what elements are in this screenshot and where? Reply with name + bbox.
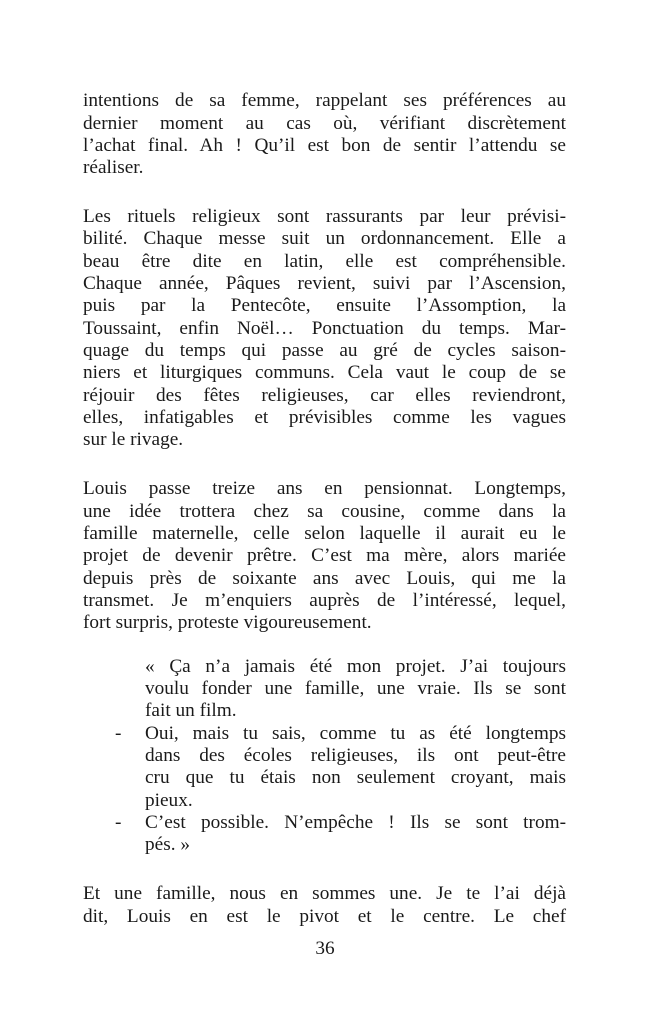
text-line: fort surpris, proteste vigoureusement. (83, 612, 372, 633)
text-line: réaliser. (83, 157, 144, 178)
text-line: Louis passe treize ans en pensionnat. Longtemps, (83, 478, 566, 499)
text-line: transmet. Je m’enquiers auprès de l’intéressé, lequel, (83, 590, 566, 611)
dialogue-dash: - (115, 812, 122, 833)
text-line: depuis près de soixante ans avec Louis, qui me la (83, 568, 566, 589)
text-line: une idée trottera chez sa cousine, comme dans la (83, 501, 566, 522)
text-line: dernier moment au cas où, vérifiant discrètement (83, 113, 566, 134)
text-line: C’est possible. N’empêche ! Ils se sont trom- (145, 812, 566, 833)
text-line: cru que tu étais non seulement croyant, mais (145, 767, 566, 788)
text-line: fait un film. (145, 700, 237, 721)
text-line: famille maternelle, celle selon laquelle il aurait eu le (83, 523, 566, 544)
text-line: Oui, mais tu sais, comme tu as été longtemps (145, 723, 566, 744)
text-line: niers et liturgiques communs. Cela vaut le coup de se (83, 362, 566, 383)
text-line: beau être dite en latin, elle est compréhensible. (83, 251, 566, 272)
text-line: Toussaint, enfin Noël… Ponctuation du temps. Mar- (83, 318, 566, 339)
text-line: pieux. (145, 790, 193, 811)
text-line: voulu fonder une famille, une vraie. Ils se sont (145, 678, 566, 699)
text-line: Chaque année, Pâques revient, suivi par l’Ascension, (83, 273, 566, 294)
text-line: dans des écoles religieuses, ils ont peut-être (145, 745, 566, 766)
text-line: projet de devenir prêtre. C’est ma mère, alors mariée (83, 545, 566, 566)
text-line: pés. » (145, 834, 190, 855)
text-line: puis par la Pentecôte, ensuite l’Assomption, la (83, 295, 566, 316)
text-line: Les rituels religieux sont rassurants par leur prévisi- (83, 206, 566, 227)
text-line: quage du temps qui passe au gré de cycles saison- (83, 340, 566, 361)
text-line: elles, infatigables et prévisibles comme les vagues (83, 407, 566, 428)
text-line: sur le rivage. (83, 429, 184, 450)
text-line: réjouir des fêtes religieuses, car elles reviendront, (83, 385, 566, 406)
text-line: Et une famille, nous en sommes une. Je te l’ai déjà (83, 883, 566, 904)
dialogue-dash: - (115, 723, 122, 744)
text-line: bilité. Chaque messe suit un ordonnancement. Elle a (83, 228, 566, 249)
text-line: l’achat final. Ah ! Qu’il est bon de sentir l’attendu se (83, 135, 566, 156)
text-line: « Ça n’a jamais été mon projet. J’ai toujours (145, 656, 566, 677)
page-number: 36 (315, 938, 335, 959)
text-line: intentions de sa femme, rappelant ses préférences au (83, 90, 566, 111)
text-line: dit, Louis en est le pivot et le centre. Le chef (83, 906, 566, 927)
